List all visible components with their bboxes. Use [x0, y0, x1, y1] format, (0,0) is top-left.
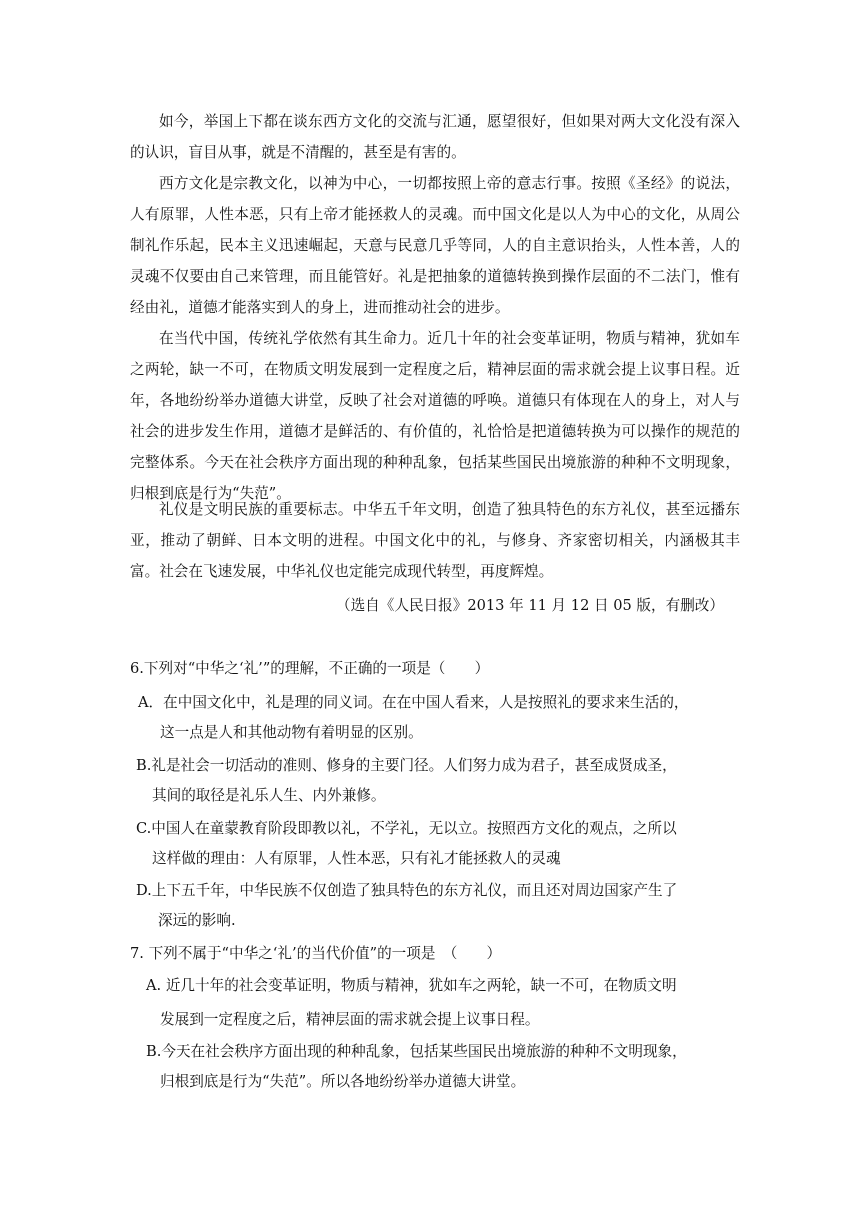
question-6-option-a	[138, 688, 689, 748]
option-line-1: D.上下五千年，中华民族不仅创造了独具特色的东方礼仪，而且还对周边国家产生了	[136, 882, 678, 899]
option-line-1: B.礼是社会一切活动的准则、修身的主要门径。人们努力成为君子，甚至成贤成圣，	[136, 757, 677, 774]
paragraph-2: 西方文化是宗教文化，以神为中心，一切都按照上帝的意志行事。按照《圣经》的说法，人有原罪，人性本恶，只有上帝才能拯救人的灵魂。而中国文化是以人为中心的文化，从周公制礼作乐起，民本主义迅速崛起，天意与民意几乎等同，人的自主意识抬头，人性本善，人的灵魂不仅要由自己来管理，而且能管好。礼是把抽象的道德转换到操作层面的不二法门，惟有经由礼，道德才能落实到人的身上，进而推动社会的进步。	[130, 175, 740, 316]
option-line-2: 归根到底是行为“失范”。所以各地纷纷举办道德大讲堂。	[160, 1073, 526, 1090]
source-citation: （选自《人民日报》2013 年 11 月 12 日 05 版，有删改）	[335, 597, 724, 614]
option-line-1: B.今天在社会秩序方面出现的种种乱象，包括某些国民出境旅游的种种不文明现象，	[146, 1043, 687, 1060]
option-line-2: 发展到一定程度之后，精神层面的需求就会提上议事日程。	[160, 1011, 540, 1028]
option-line-1: A．在中国文化中，礼是理的同义词。在在中国人看来，人是按照礼的要求来生活的，	[138, 694, 689, 711]
paragraph-1: 如今，举国上下都在谈东西方文化的交流与汇通，愿望很好，但如果对两大文化没有深入的认识，盲目从事，就是不清醒的，甚至是有害的。	[130, 113, 740, 161]
question-6-option-b	[136, 751, 677, 811]
question-7-option-a	[146, 971, 677, 1035]
option-line-2: 这样做的理由：人有原罪，人性本恶，只有礼才能拯救人的灵魂	[152, 850, 561, 867]
question-6-option-d	[136, 876, 677, 936]
option-line-1: A. 近几十年的社会变革证明，物质与精神，犹如车之两轮，缺一不可，在物质文明	[146, 977, 677, 994]
question-7-option-b	[146, 1037, 687, 1097]
option-line-2: 这一点是人和其他动物有着明显的区别。	[160, 724, 423, 741]
question-7-stem: 7. 下列不属于“中华之‘礼’的当代价值”的一项是 （ ）	[130, 945, 502, 962]
paragraph-4: 礼仪是文明民族的重要标志。中华五千年文明，创造了独具特色的东方礼仪，甚至远播东亚，推动了朝鲜、日本文明的进程。中国文化中的礼，与修身、齐家密切相关，内涵极其丰富。社会在飞速发展，中华礼仪也定能完成现代转型，再度辉煌。	[130, 501, 740, 580]
question-6-stem: 6.下列对“中华之‘礼’”的理解，不正确的一项是（ ）	[130, 660, 490, 677]
option-line-2: 深远的影响.	[158, 912, 236, 929]
question-6-option-c	[136, 814, 677, 874]
option-line-2: 其间的取径是礼乐人生、内外兼修。	[152, 787, 386, 804]
option-line-1: C.中国人在童蒙教育阶段即教以礼，不学礼，无以立。按照西方文化的观点，之所以	[136, 820, 677, 837]
paragraph-3: 在当代中国，传统礼学依然有其生命力。近几十年的社会变革证明，物质与精神，犹如车之两轮，缺一不可，在物质文明发展到一定程度之后，精神层面的需求就会提上议事日程。近年，各地纷纷举办道德大讲堂，反映了社会对道德的呼唤。道德只有体现在人的身上，对人与社会的进步发生作用，道德才是鲜活的、有价值的，礼恰恰是把道德转换为可以操作的规范的完整体系。今天在社会秩序方面出现的种种乱象，包括某些国民出境旅游的种种不文明现象，归根到底是行为“失范”。	[130, 330, 740, 502]
